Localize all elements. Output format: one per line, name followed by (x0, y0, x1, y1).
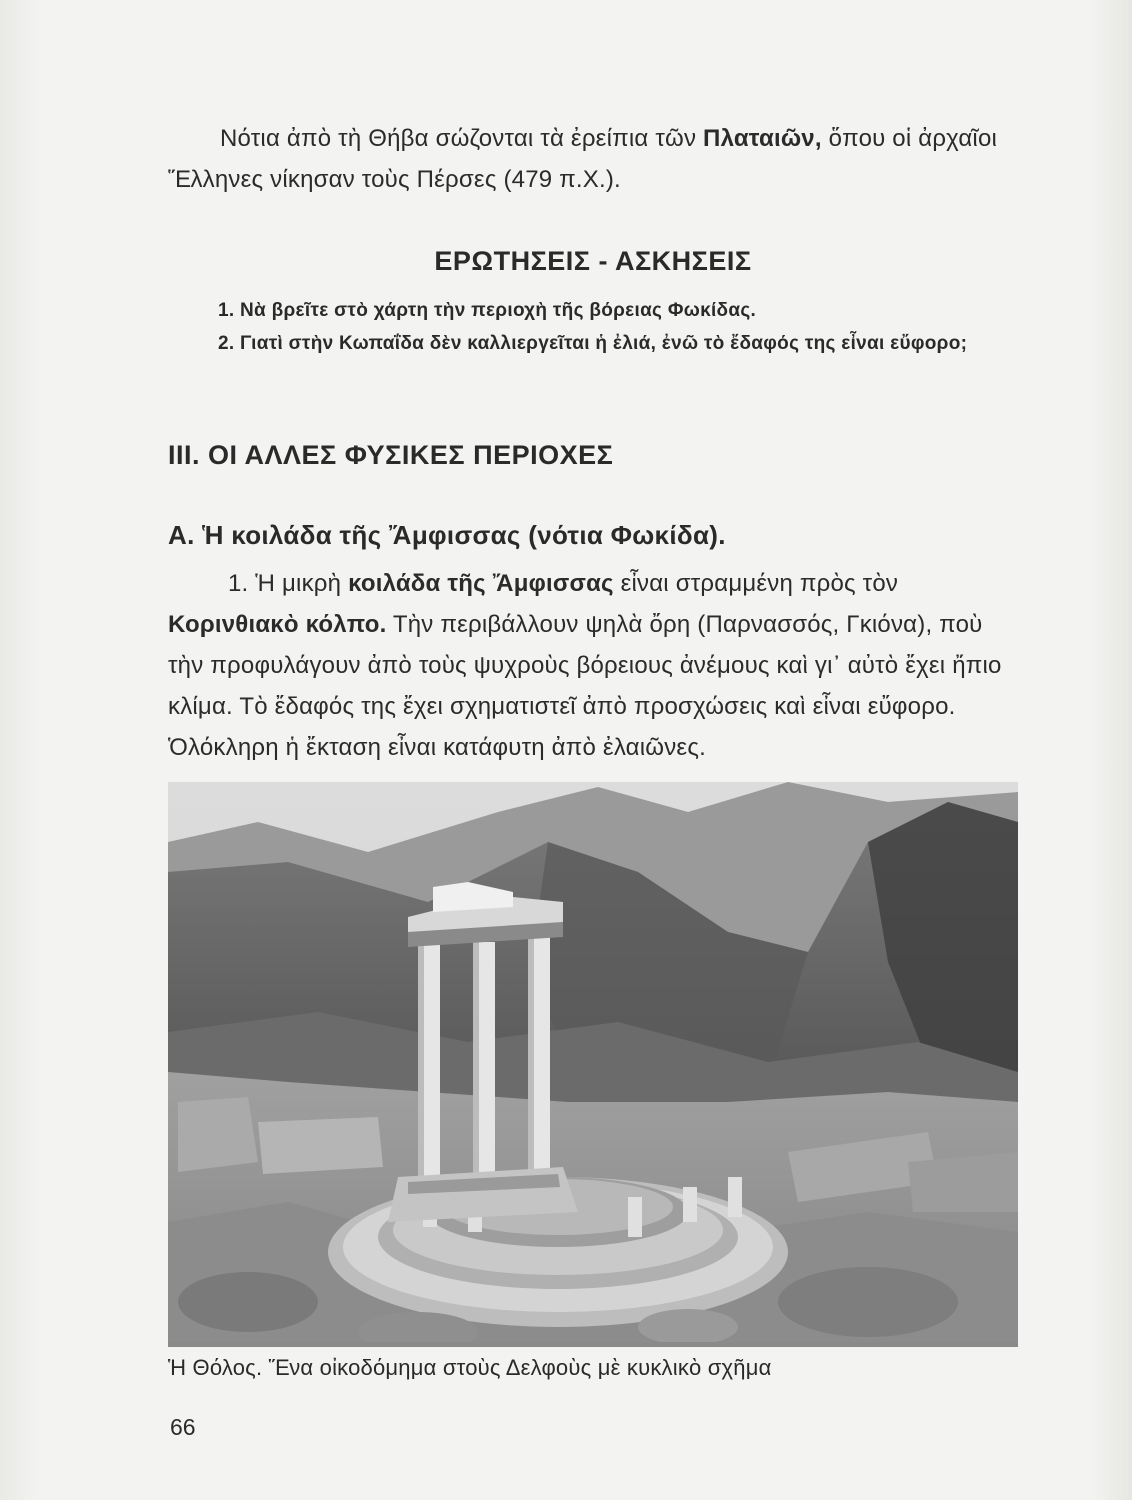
questions-heading: ΕΡΩΤΗΣΕΙΣ - ΑΣΚΗΣΕΙΣ (434, 246, 752, 276)
intro-text-end: ὅπου οἱ ἀρχαῖοι Ἕλληνες νίκησαν τοὺς Πέρσες (479 π.Χ.). (168, 125, 998, 193)
body-text: εἶναι στραμμένη πρὸς τὸν (613, 570, 899, 597)
section-heading: III. ΟΙ ΑΛΛΕΣ ΦΥΣΙΚΕΣ ΠΕΡΙΟΧΕΣ (168, 440, 614, 470)
body-text: 1. Ἡ μικρὴ (228, 570, 349, 597)
question-1: 1. Νὰ βρεῖτε στὸ χάρτη τὴν περιοχὴ τῆς βόρειας Φωκίδας. (218, 300, 757, 321)
subsection-heading: Α. Ἡ κοιλάδα τῆς Ἄμφισσας (νότια Φωκίδα). (168, 520, 726, 550)
question-2: 2. Γιατὶ στὴν Κωπαΐδα δὲν καλλιεργεῖται ἡ ἐλιά, ἐνῶ τὸ ἔδαφός της εἶναι εὔφορο; (218, 333, 968, 354)
body-bold-term: κοιλάδα τῆς Ἄμφισσας (348, 570, 614, 597)
intro-bold-term: Πλαταιῶν, (703, 125, 822, 152)
tholos-photo (168, 782, 1018, 1347)
intro-paragraph (168, 118, 1018, 200)
intro-text: Νότια ἀπὸ τὴ Θήβα σώζονται τὰ ἐρείπια τῶν (220, 125, 704, 152)
body-paragraph (168, 563, 1018, 768)
photo-caption: Ἡ Θόλος. Ἕνα οἰκοδόμημα στοὺς Δελφοὺς μὲ κυκλικὸ σχῆμα (168, 1355, 772, 1380)
body-text: Τὴν περιβάλλουν ψηλὰ ὄρη (Παρνασσός, Γκιόνα), ποὺ τὴν προφυλάγουν ἀπὸ τοὺς ψυχροὺς βόρειους ἀνέμους καὶ γι᾿ αὐτὸ ἔχει ἤπιο κλίμα. Τὸ ἔδαφός της ἔχει σχηματιστεῖ ἀπὸ προσχώσεις καὶ εἶναι εὔφορο. Ὁλόκληρη ἡ ἔκταση εἶναι κατάφυτη ἀπὸ ἐλαιῶνες. (168, 611, 1002, 761)
tholos-photo-illustration (168, 782, 1018, 1347)
page-number: 66 (170, 1414, 196, 1440)
body-bold-term: Κορινθιακὸ κόλπο. (168, 611, 387, 638)
